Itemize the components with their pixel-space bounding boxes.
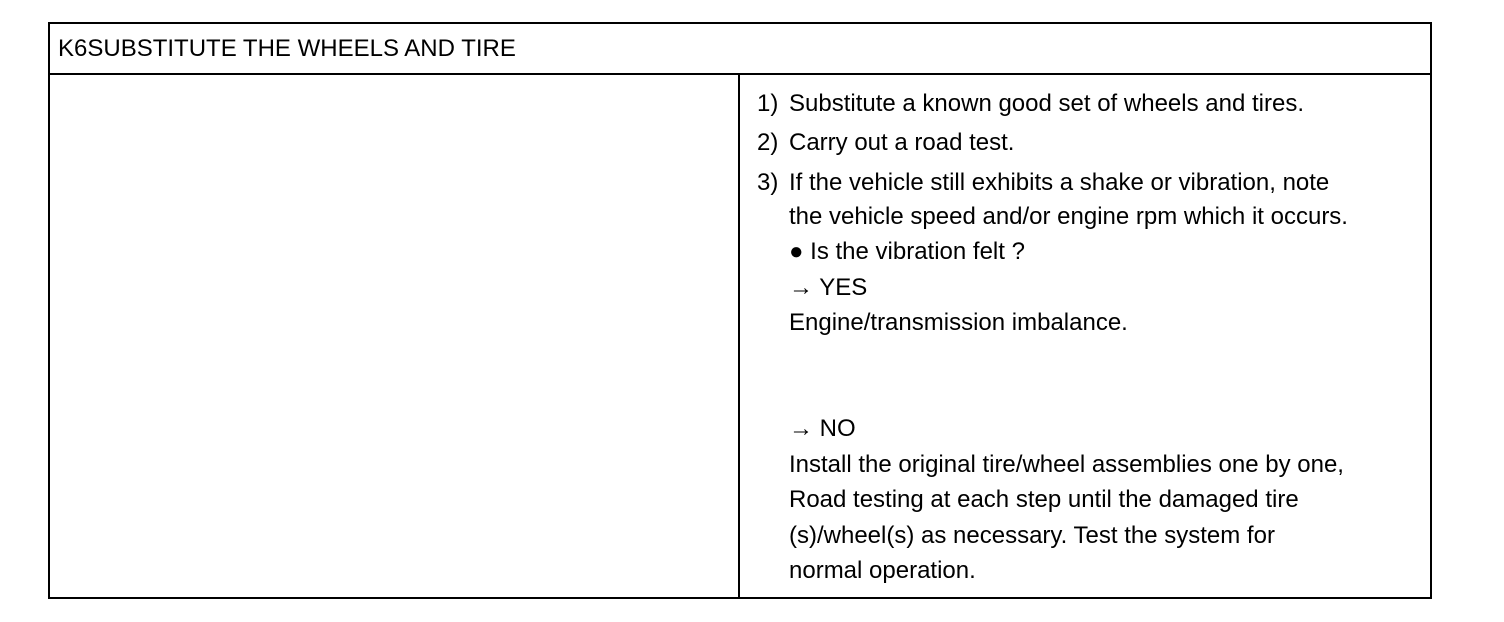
no-branch-result-line: normal operation.	[789, 557, 976, 584]
step-number: 3)	[757, 169, 779, 196]
no-branch-result-line: Install the original tire/wheel assemblies one by one,	[789, 451, 1344, 478]
step-title-row	[50, 24, 1430, 75]
step-3-continuation: the vehicle speed and/or engine rpm which it occurs.	[789, 203, 1348, 230]
step-text: Carry out a road test.	[789, 129, 1015, 156]
step-1	[757, 87, 1304, 122]
instructions-cell	[742, 75, 1430, 597]
step-text: Substitute a known good set of wheels and tires.	[789, 90, 1304, 117]
step-title: K6SUBSTITUTE THE WHEELS AND TIRE	[58, 35, 516, 62]
step-number: 1)	[757, 90, 779, 117]
step-2	[757, 126, 1014, 161]
yes-branch-label: → YES	[789, 274, 868, 301]
step-number: 2)	[757, 129, 779, 156]
illustration-cell	[50, 75, 740, 597]
procedure-table	[48, 22, 1432, 599]
no-branch-result-line: (s)/wheel(s) as necessary. Test the system for	[789, 522, 1275, 549]
no-branch-label: → NO	[789, 415, 856, 442]
yes-branch-result: Engine/transmission imbalance.	[789, 309, 1128, 336]
step-3	[757, 166, 1329, 201]
check-question: ● Is the vibration felt ?	[789, 238, 1025, 265]
step-text: If the vehicle still exhibits a shake or vibration, note	[789, 169, 1330, 196]
no-branch-result-line: Road testing at each step until the damaged tire	[789, 486, 1299, 513]
